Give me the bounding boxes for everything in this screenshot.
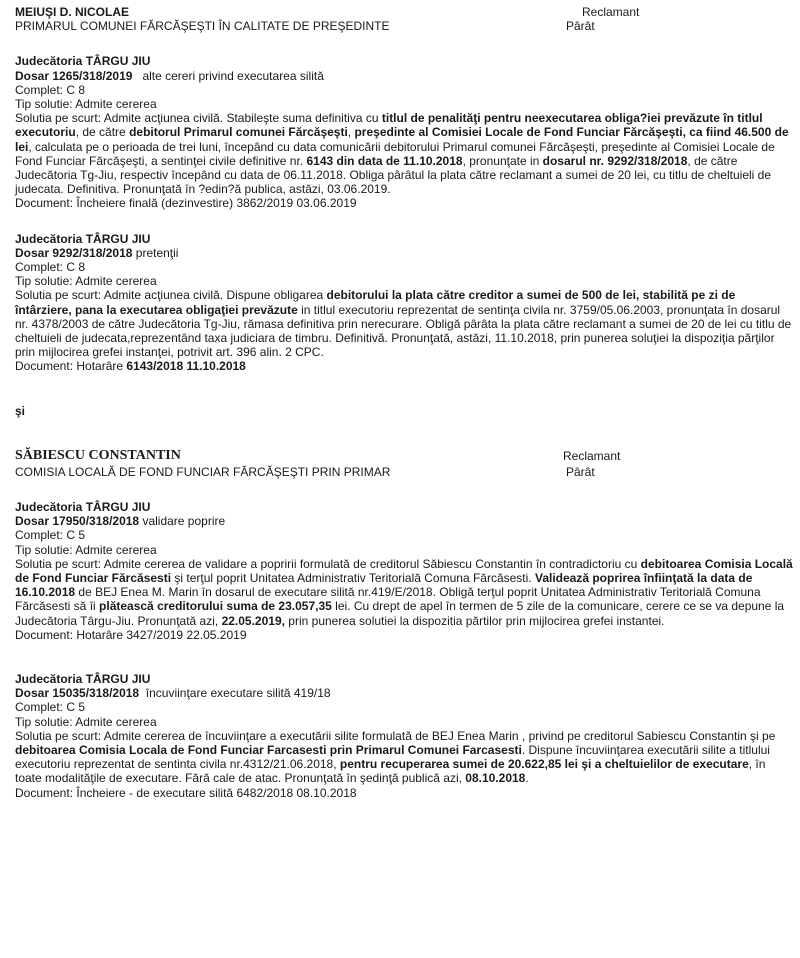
conjunction: şi [15, 403, 26, 418]
party-defendant [15, 465, 793, 479]
dosar-line [15, 246, 793, 260]
dosar-number: Dosar 17950/318/2018 [15, 514, 140, 529]
text-run: , în toate modalităţile de executare. Fără cale de atac. Pronunţată în şedinţă publică azi, [15, 757, 766, 786]
party-name: PRIMARUL COMUNEI FĂRCĂŞEŞTI ÎN CALITATE DE PREŞEDINTE [15, 19, 390, 34]
party-defendant [15, 19, 793, 33]
bold-text-run: debitorului la plata către creditor a sumei de 500 de lei, stabilită pe zi de întârziere, pana la executarea obligaţiei prevăzute [15, 288, 736, 317]
solution-type: Tip solutie: Admite cererea [15, 274, 157, 289]
solution-type: Tip solutie: Admite cererea [15, 714, 157, 729]
dosar-subject: pretenţii [135, 245, 179, 260]
document-line [15, 786, 793, 800]
solution-summary [15, 111, 793, 196]
dosar-number: Dosar 9292/318/2018 [15, 245, 133, 260]
bold-text-run: 6143/2018 11.10.2018 [126, 359, 246, 374]
court-name: Judecătoria TÂRGU JIU [15, 672, 151, 687]
bold-text-run: debitoarea Comisia Locala de Fond Funciar Farcasesti prin Primarul Comunei Farcasesti [15, 743, 522, 758]
bold-text-run: dosarul nr. 9292/318/2018 [542, 153, 688, 168]
page [15, 5, 793, 800]
dosar-subject: încuviinţare executare silită 419/18 [145, 686, 331, 701]
text-run: prin punerea solutiei la dispozitia părtilor prin mijlocirea grefei instantei. [284, 613, 665, 628]
document-line [15, 196, 793, 210]
case-entry [15, 500, 793, 642]
text-run: Document: Hotarâre [15, 359, 127, 374]
dosar-number: Dosar 15035/318/2018 [15, 686, 140, 701]
bold-text-run: pentru recuperarea sumei de 20.622,85 lei şi a cheltuielilor de executare [339, 757, 749, 772]
party-name: SĂBIESCU CONSTANTIN [15, 447, 181, 463]
solution-summary [15, 288, 793, 359]
bold-text-run: 6143 din data de 11.10.2018 [306, 153, 463, 168]
text-run: , [347, 125, 355, 140]
solution-summary [15, 557, 793, 628]
bold-text-run: titlul de penalităţi pentru neexecutarea obliga?iei prevăzute în titlul executoriu [15, 111, 763, 140]
complet-line: Complet: C 5 [15, 700, 86, 715]
document-line [15, 628, 793, 642]
text-run: , de către [75, 125, 130, 140]
solution-summary [15, 729, 793, 786]
case-entry [15, 54, 793, 210]
bold-text-run: preşedinte al Comisiei Locale de Fond Funciar Fărcăşeşti, ca fiind 46.500 de lei [15, 125, 789, 154]
parties-block-1 [15, 5, 793, 33]
text-run: , pronunţate in [462, 153, 543, 168]
court-name: Judecătoria TÂRGU JIU [15, 54, 151, 69]
case-entry [15, 232, 793, 374]
party-role: Reclamant [582, 5, 640, 19]
dosar-line [15, 69, 793, 83]
bold-text-run: debitorul Primarul comunei Fărcăşeşti [129, 125, 348, 140]
dosar-subject: alte cereri privind executarea silită [142, 68, 324, 83]
text-run: Solutia pe scurt: Admite cererea de validare a popririi formulată de creditorul Săbiescu Constantin în contradictoriu cu [15, 556, 641, 571]
bold-text-run: 08.10.2018 [465, 771, 526, 786]
bold-text-run: plătească creditorului suma de 23.057,35 [99, 599, 332, 614]
party-role: Reclamant [563, 448, 621, 463]
bold-text-run: debitoarea Comisia Locală de Fond Funciar Fărcăsesti [15, 556, 793, 586]
parties-block-2 [15, 448, 793, 479]
text-run: . [525, 771, 529, 786]
text-run: Document: Hotarâre 3427/2019 22.05.2019 [15, 627, 247, 642]
text-run: . Dispune încuviinţarea executării silite a titlului executoriu reprezentat de sentinta civila nr.4312/21.06.2018, [15, 743, 770, 772]
court-name: Judecătoria TÂRGU JIU [15, 231, 151, 246]
bold-text-run: Validează poprirea înfiinţată la data de 16.10.2018 [15, 571, 753, 600]
complet-line: Complet: C 5 [15, 528, 86, 543]
dosar-number: Dosar 1265/318/2019 [15, 68, 133, 83]
dosar-line [15, 686, 793, 700]
party-name: COMISIA LOCALĂ DE FOND FUNCIAR FĂRCĂŞEŞTI PRIN PRIMAR [15, 464, 391, 479]
solution-type: Tip solutie: Admite cererea [15, 542, 157, 557]
text-run: , calculata pe o perioada de trei luni, începând cu data comunicării debitorului Primarul comunei Fărcăşeşti, preşedinte al Comisiei Locale de Fond Funciar Fărcăşeşti, a sentinţei civile definitive nr. [15, 139, 775, 168]
text-run: Document: Încheiere finală (dezinvestire) 3862/2019 03.06.2019 [15, 196, 357, 211]
text-run: Solutia pe scurt: Admite acţiunea civilă. Dispune obligarea [15, 288, 327, 303]
party-name: MEIUŞI D. NICOLAE [15, 5, 130, 19]
court-name: Judecătoria TÂRGU JIU [15, 500, 151, 515]
text-run: Document: Încheiere - de executare silită 6482/2018 08.10.2018 [15, 785, 357, 800]
text-run: lei. Cu drept de apel în termen de 5 zile de la comunicare, cerere ce se va depune la Judecătoria Târgu-Jiu. Pronunţată azi, [15, 599, 785, 628]
party-plaintiff [15, 5, 793, 19]
party-plaintiff [15, 448, 793, 465]
text-run: şi terţul poprit Unitatea Administrativ Teritorială Comuna Fărcăsesti. [171, 571, 535, 586]
text-run: in titlul executoriu reprezentat de sentinţa civila nr. 3759/05.06.2003, pronunţata în dosarul nr. 4378/2003 de către Judecătoria Tg-Jiu, rămasa definitiva prin nerecurare. Obligă pârâta la plata către reclamant a sumei de 20 de lei cu titlu de cheltuieli de judecata,reprezentând taxa judiciara de timbru. Definitivă. Pronunţată, astăzi, 11.10.2018, prin punerea soluţiei la dispoziţia părţilor prin mijlocirea grefei instanţei, potrivit art. 396 alin. 2 CPC. [15, 302, 792, 360]
case-entry [15, 672, 793, 800]
bold-text-run: 22.05.2019, [221, 613, 285, 628]
text-run: de BEJ Enea M. Marin în dosarul de executare silită nr.419/E/2018. Obligă terţul poprit Unitatea Administrativ Teritorială Comuna Fărcăsesti să îi [15, 585, 761, 614]
text-run: Solutia pe scurt: Admite acţiunea civilă. Stabileşte suma definitiva cu [15, 111, 382, 126]
solution-type: Tip solutie: Admite cererea [15, 96, 157, 111]
dosar-line [15, 514, 793, 528]
complet-line: Complet: C 8 [15, 260, 86, 275]
text-run: Solutia pe scurt: Admite cererea de încuviinţare a executării silite formulată de BEJ Enea Marin , privind pe creditorul Sabiescu Constantin şi pe [15, 728, 776, 743]
party-role: Pârât [566, 19, 595, 34]
complet-line: Complet: C 8 [15, 82, 86, 97]
party-role: Pârât [566, 464, 595, 479]
document-line [15, 359, 793, 373]
dosar-subject: validare poprire [142, 514, 226, 529]
text-run: , de către Judecătoria Tg-Jiu, respectiv începând cu data de 06.11.2018. Obliga pârâtul la plata către reclamant a sumei de 20 lei, cu titlu de cheltuieli de judecata. Definitiva. Pronunţată în ?edin?ă publica, astăzi, 03.06.2019. [15, 153, 772, 197]
